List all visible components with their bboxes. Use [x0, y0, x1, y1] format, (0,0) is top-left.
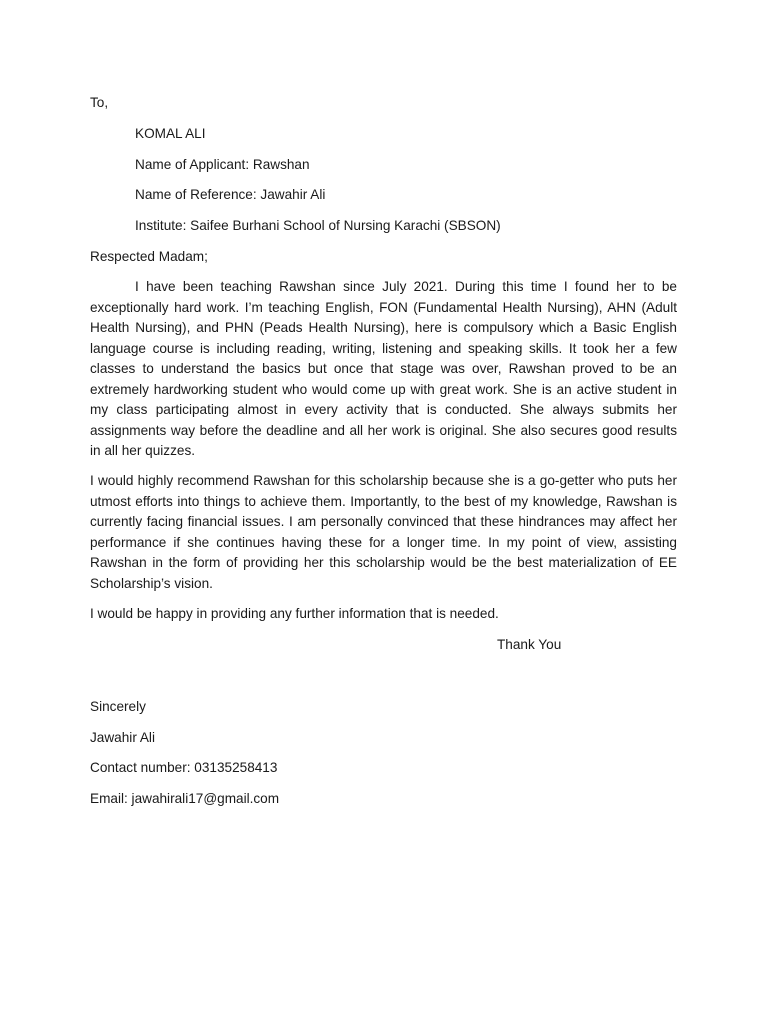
body-paragraph-3: I would be happy in providing any further information that is needed.: [90, 606, 499, 621]
thank-you-line: Thank You: [497, 637, 562, 652]
body-paragraph-2: I would highly recommend Rawshan for this scholarship because she is a go-getter who puts her utmost efforts into things to achieve them. Importantly, to the best of my knowledge, Rawshan is currently facing financial issues. I am personally convinced that these hindrances may affect her performance if she continues having these for a longer time. In my point of view, assisting Rawshan in the form of providing her this scholarship would be the best materialization of EE Scholarship’s vision.: [90, 473, 677, 591]
contact-number: Contact number: 03135258413: [90, 760, 278, 775]
recipient-name: KOMAL ALI: [135, 126, 206, 141]
closing-line: Sincerely: [90, 699, 146, 714]
signer-name: Jawahir Ali: [90, 730, 155, 745]
greeting: Respected Madam;: [90, 249, 208, 264]
reference-name: Name of Reference: Jawahir Ali: [135, 187, 326, 202]
to-line: To,: [90, 95, 109, 110]
applicant-name: Name of Applicant: Rawshan: [135, 157, 310, 172]
body-paragraph-1: I have been teaching Rawshan since July 2021. During this time I found her to be exceptionally hard work. I’m teaching English, FON (Fundamental Health Nursing), AHN (Adult Health Nursing), and PHN (Peads Health Nursing), here is compulsory which a Basic English language course is including reading, writing, listening and speaking skills. It took her a few classes to understand the basics but once that stage was over, Rawshan proved to be an extremely hardworking student who would come up with great work. She is an active student in my class participating almost in every activity that is conducted. She always submits her assignments way before the deadline and all her work is original. She also secures good results in all her quizzes.: [90, 279, 677, 458]
institute-name: Institute: Saifee Burhani School of Nursing Karachi (SBSON): [135, 218, 501, 233]
email-address: Email: jawahirali17@gmail.com: [90, 791, 280, 806]
